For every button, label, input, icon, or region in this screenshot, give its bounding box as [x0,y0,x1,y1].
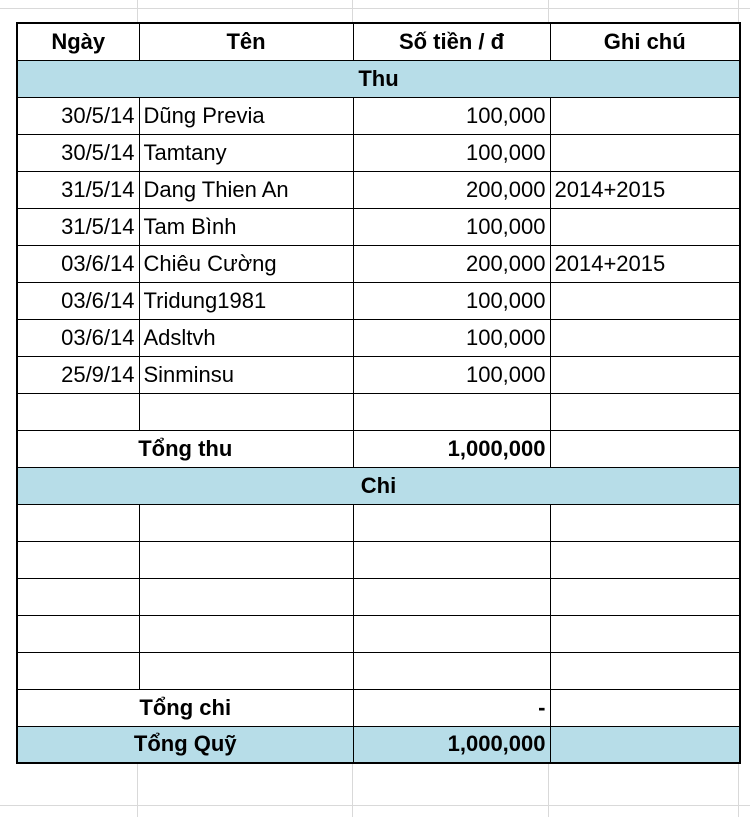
income-cell-note[interactable] [550,393,740,430]
expense-cell-amount[interactable] [353,578,550,615]
fund-total-label[interactable]: Tổng Quỹ [17,726,353,763]
income-cell-date[interactable]: 03/6/14 [17,245,139,282]
income-cell-name[interactable]: Tridung1981 [139,282,353,319]
income-cell-name[interactable]: Dang Thien An [139,171,353,208]
income-cell-name[interactable]: Sinminsu [139,356,353,393]
expense-cell-note[interactable] [550,504,740,541]
expense-section-label[interactable]: Chi [17,467,740,504]
income-cell-note[interactable] [550,134,740,171]
income-cell-name[interactable] [139,393,353,430]
income-cell-date[interactable]: 31/5/14 [17,171,139,208]
income-cell-amount[interactable]: 100,000 [353,97,550,134]
income-cell-note[interactable] [550,208,740,245]
expense-cell-date[interactable] [17,541,139,578]
income-cell-amount[interactable]: 100,000 [353,282,550,319]
income-cell-note[interactable] [550,319,740,356]
income-cell-date[interactable]: 31/5/14 [17,208,139,245]
income-cell-date[interactable]: 30/5/14 [17,134,139,171]
income-cell-name[interactable]: Chiêu Cường [139,245,353,282]
income-row [17,319,740,356]
income-section-row [17,60,740,97]
income-cell-name[interactable]: Adsltvh [139,319,353,356]
expense-cell-amount[interactable] [353,541,550,578]
income-cell-date[interactable]: 30/5/14 [17,97,139,134]
expense-cell-date[interactable] [17,652,139,689]
expense-cell-amount[interactable] [353,652,550,689]
expense-section-row [17,467,740,504]
income-cell-name[interactable]: Tam Bình [139,208,353,245]
column-header-name[interactable]: Tên [139,23,353,60]
income-total-note-cell[interactable] [550,430,740,467]
income-row [17,97,740,134]
expense-cell-date[interactable] [17,504,139,541]
income-section-label[interactable]: Thu [17,60,740,97]
expense-cell-date[interactable] [17,578,139,615]
income-cell-note[interactable] [550,356,740,393]
expense-row [17,504,740,541]
expense-cell-name[interactable] [139,541,353,578]
column-header-note[interactable]: Ghi chú [550,23,740,60]
expense-row [17,541,740,578]
fund-total-row [17,726,740,763]
income-cell-amount[interactable]: 100,000 [353,319,550,356]
expense-total-label[interactable]: Tổng chi [17,689,353,726]
income-row [17,393,740,430]
income-row [17,356,740,393]
income-cell-date[interactable]: 25/9/14 [17,356,139,393]
expense-rows [17,504,740,689]
expense-total-row [17,689,740,726]
income-rows [17,97,740,430]
expense-total-note-cell[interactable] [550,689,740,726]
expense-row [17,615,740,652]
income-cell-name[interactable]: Tamtany [139,134,353,171]
income-cell-amount[interactable]: 200,000 [353,245,550,282]
expense-row [17,652,740,689]
expense-cell-note[interactable] [550,615,740,652]
expense-cell-name[interactable] [139,615,353,652]
header-row [17,23,740,60]
income-cell-amount[interactable]: 200,000 [353,171,550,208]
expense-cell-name[interactable] [139,504,353,541]
income-row [17,171,740,208]
income-cell-note[interactable] [550,282,740,319]
fund-total-note-cell[interactable] [550,726,740,763]
income-cell-amount[interactable]: 100,000 [353,356,550,393]
income-cell-date[interactable]: 03/6/14 [17,282,139,319]
expense-cell-note[interactable] [550,578,740,615]
expense-row [17,578,740,615]
expense-cell-name[interactable] [139,578,353,615]
income-cell-note[interactable]: 2014+2015 [550,245,740,282]
income-total-value[interactable]: 1,000,000 [353,430,550,467]
income-cell-name[interactable]: Dũng Previa [139,97,353,134]
expense-cell-amount[interactable] [353,615,550,652]
fund-ledger-table [16,22,741,764]
income-total-row [17,430,740,467]
income-cell-amount[interactable]: 100,000 [353,208,550,245]
income-cell-amount[interactable]: 100,000 [353,134,550,171]
income-total-label[interactable]: Tổng thu [17,430,353,467]
income-cell-amount[interactable] [353,393,550,430]
income-row [17,245,740,282]
income-cell-note[interactable] [550,97,740,134]
expense-total-value[interactable]: - [353,689,550,726]
income-cell-date[interactable]: 03/6/14 [17,319,139,356]
income-cell-date[interactable] [17,393,139,430]
expense-cell-date[interactable] [17,615,139,652]
fund-total-value[interactable]: 1,000,000 [353,726,550,763]
income-row [17,208,740,245]
income-row [17,134,740,171]
expense-cell-note[interactable] [550,541,740,578]
column-header-amount[interactable]: Số tiền / đ [353,23,550,60]
expense-cell-name[interactable] [139,652,353,689]
income-cell-note[interactable]: 2014+2015 [550,171,740,208]
expense-cell-note[interactable] [550,652,740,689]
column-header-date[interactable]: Ngày [17,23,139,60]
income-row [17,282,740,319]
expense-cell-amount[interactable] [353,504,550,541]
